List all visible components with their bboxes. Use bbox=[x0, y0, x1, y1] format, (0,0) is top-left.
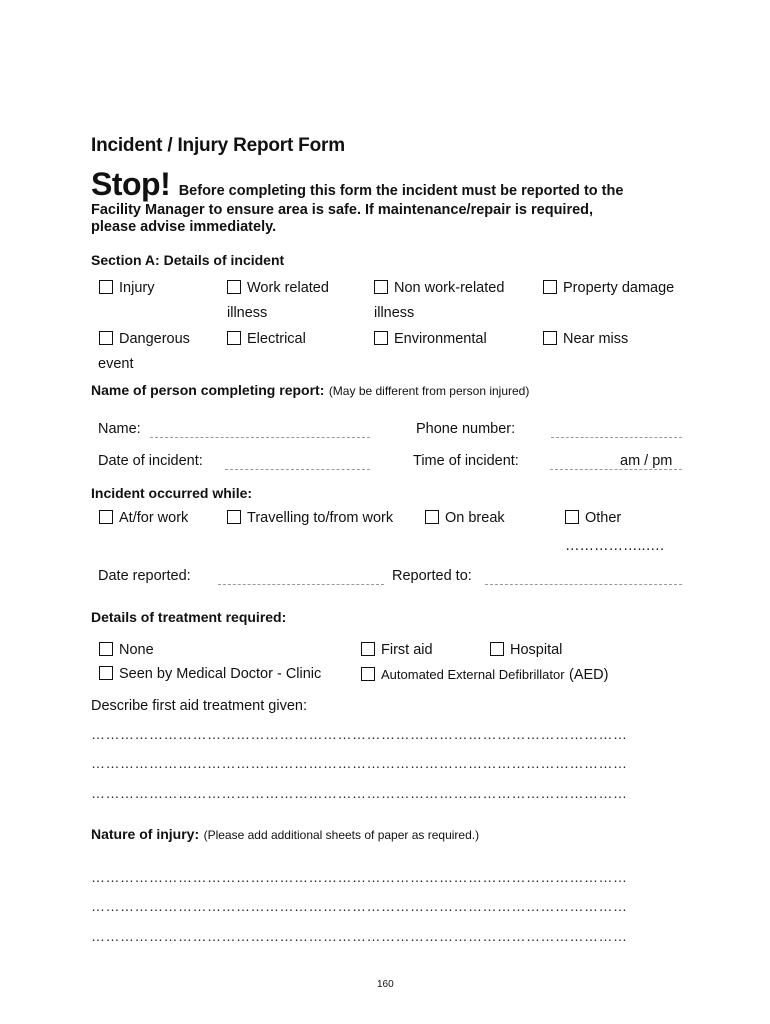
checkbox-at-work[interactable] bbox=[99, 510, 113, 524]
checkbox-dangerous[interactable] bbox=[99, 331, 113, 345]
checkbox-electrical[interactable] bbox=[227, 331, 241, 345]
treatment-line-3[interactable]: ………………………………………………………………………………………………… bbox=[91, 785, 628, 801]
option-travelling-label: Travelling to/from work bbox=[247, 510, 394, 526]
option-aed-label: Automated External Defibrillator bbox=[381, 667, 565, 682]
describe-treatment-label: Describe first aid treatment given: bbox=[91, 698, 307, 714]
option-non-work-related-cont: illness bbox=[374, 305, 415, 321]
option-electrical-label: Electrical bbox=[247, 331, 306, 347]
option-other[interactable] bbox=[565, 510, 621, 526]
nature-line-1[interactable]: ………………………………………………………………………………………………… bbox=[91, 869, 628, 885]
option-dangerous-label: Dangerous bbox=[119, 331, 190, 347]
date-reported-label: Date reported: bbox=[98, 568, 191, 584]
option-environmental-label: Environmental bbox=[394, 331, 487, 347]
option-first-aid-label: First aid bbox=[381, 642, 433, 658]
reporter-heading: Name of person completing report: bbox=[91, 382, 325, 398]
nature-heading: Nature of injury: bbox=[91, 826, 200, 842]
option-dangerous-cont: event bbox=[98, 356, 134, 372]
option-aed[interactable] bbox=[361, 666, 608, 684]
name-field[interactable] bbox=[150, 437, 370, 438]
option-non-work-related[interactable] bbox=[374, 280, 504, 296]
option-other-label: Other bbox=[585, 510, 622, 526]
checkbox-hospital[interactable] bbox=[490, 642, 504, 656]
reported-to-label: Reported to: bbox=[392, 568, 472, 584]
option-near-miss[interactable] bbox=[543, 331, 628, 347]
reporter-heading-row bbox=[91, 382, 529, 400]
form-title: Incident / Injury Report Form bbox=[91, 135, 345, 156]
stop-line-3: please advise immediately. bbox=[91, 219, 277, 235]
option-property-damage[interactable] bbox=[543, 280, 674, 296]
checkbox-none[interactable] bbox=[99, 642, 113, 656]
option-work-related-cont: illness bbox=[227, 305, 268, 321]
nature-line-3[interactable]: ………………………………………………………………………………………………… bbox=[91, 928, 628, 944]
treatment-line-2[interactable]: ………………………………………………………………………………………………… bbox=[91, 755, 628, 771]
option-seen-by-doctor-label: Seen by Medical Doctor - Clinic bbox=[119, 666, 322, 682]
option-non-work-related-label: Non work-related bbox=[394, 280, 505, 296]
option-travelling[interactable] bbox=[227, 510, 393, 526]
option-none[interactable] bbox=[99, 642, 154, 658]
occurred-heading: Incident occurred while: bbox=[91, 485, 253, 501]
option-injury-label: Injury bbox=[119, 280, 155, 296]
stop-notice bbox=[91, 166, 623, 203]
checkbox-first-aid[interactable] bbox=[361, 642, 375, 656]
time-of-incident-field[interactable] bbox=[550, 469, 682, 470]
option-work-related-label: Work related bbox=[247, 280, 329, 296]
date-reported-field[interactable] bbox=[218, 584, 384, 585]
option-aed-abbr: (AED) bbox=[568, 667, 609, 683]
option-near-miss-label: Near miss bbox=[563, 331, 629, 347]
option-seen-by-doctor[interactable] bbox=[99, 666, 321, 682]
stop-line-1: Before completing this form the incident must be reported to the bbox=[178, 183, 624, 199]
option-on-break-label: On break bbox=[445, 510, 505, 526]
stop-line-2: Facility Manager to ensure area is safe. If maintenance/repair is required, bbox=[91, 202, 594, 218]
checkbox-injury[interactable] bbox=[99, 280, 113, 294]
option-none-label: None bbox=[119, 642, 154, 658]
section-a-heading: Section A: Details of incident bbox=[91, 252, 285, 268]
checkbox-near-miss[interactable] bbox=[543, 331, 557, 345]
checkbox-travelling[interactable] bbox=[227, 510, 241, 524]
name-label: Name: bbox=[98, 421, 141, 437]
option-first-aid[interactable] bbox=[361, 642, 433, 658]
checkbox-environmental[interactable] bbox=[374, 331, 388, 345]
page-number: 160 bbox=[377, 979, 394, 990]
nature-line-2[interactable]: ………………………………………………………………………………………………… bbox=[91, 898, 628, 914]
checkbox-property-damage[interactable] bbox=[543, 280, 557, 294]
phone-field[interactable] bbox=[551, 437, 682, 438]
phone-label: Phone number: bbox=[416, 421, 516, 437]
option-hospital[interactable] bbox=[490, 642, 562, 658]
reported-to-field[interactable] bbox=[485, 584, 682, 585]
option-work-related[interactable] bbox=[227, 280, 329, 296]
option-at-work[interactable] bbox=[99, 510, 188, 526]
checkbox-non-work-related[interactable] bbox=[374, 280, 388, 294]
nature-heading-row bbox=[91, 826, 479, 844]
nature-note: (Please add additional sheets of paper as required.) bbox=[203, 828, 480, 842]
treatment-heading: Details of treatment required: bbox=[91, 609, 287, 625]
option-property-damage-label: Property damage bbox=[563, 280, 675, 296]
option-environmental[interactable] bbox=[374, 331, 487, 347]
other-field[interactable]: ……………..…. bbox=[565, 538, 665, 554]
checkbox-aed[interactable] bbox=[361, 667, 375, 681]
checkbox-seen-by-doctor[interactable] bbox=[99, 666, 113, 680]
option-dangerous[interactable] bbox=[99, 331, 190, 347]
checkbox-other[interactable] bbox=[565, 510, 579, 524]
stop-word: Stop! bbox=[91, 166, 171, 202]
checkbox-work-related[interactable] bbox=[227, 280, 241, 294]
reporter-note: (May be different from person injured) bbox=[328, 384, 530, 398]
option-injury[interactable] bbox=[99, 280, 154, 296]
option-hospital-label: Hospital bbox=[510, 642, 563, 658]
treatment-line-1[interactable]: ………………………………………………………………………………………………… bbox=[91, 726, 628, 742]
option-at-work-label: At/for work bbox=[119, 510, 189, 526]
date-of-incident-field[interactable] bbox=[225, 469, 370, 470]
am-pm-label: am / pm bbox=[620, 453, 673, 469]
option-electrical[interactable] bbox=[227, 331, 306, 347]
date-of-incident-label: Date of incident: bbox=[98, 453, 203, 469]
checkbox-on-break[interactable] bbox=[425, 510, 439, 524]
time-of-incident-label: Time of incident: bbox=[413, 453, 519, 469]
option-on-break[interactable] bbox=[425, 510, 505, 526]
